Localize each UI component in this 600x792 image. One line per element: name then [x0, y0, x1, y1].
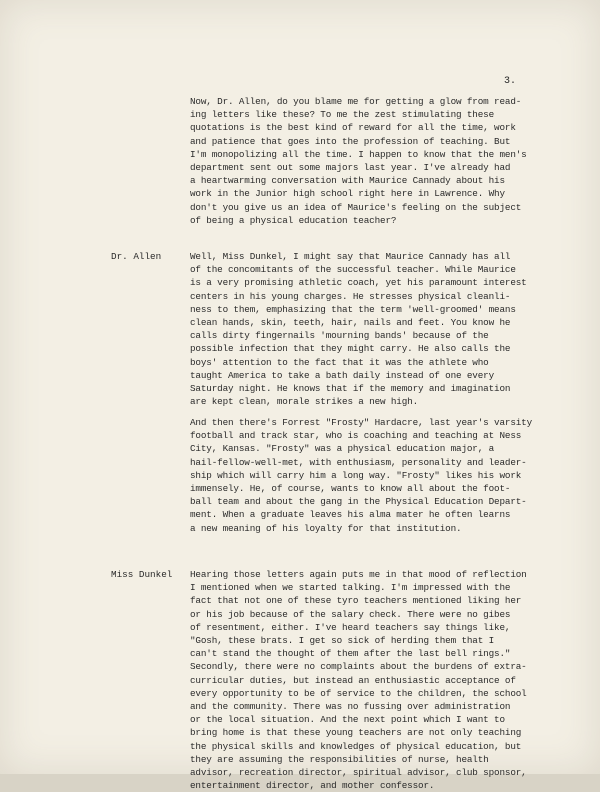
text-line: Now, Dr. Allen, do you blame me for getting a glow from read- — [190, 96, 522, 107]
speaker-label: Miss Dunkel — [111, 569, 173, 580]
text-line: they are assuming the responsibilities of nurse, health — [190, 753, 489, 765]
text-line: football and track star, who is coaching and teaching at Ness — [190, 430, 522, 442]
text-line: ball team and about the gang in the Physical Education Depart- — [190, 496, 527, 508]
text-line: bring home is that these young teachers are not only teaching — [190, 727, 522, 739]
text-line: of the concomitants of the successful teacher. While Maurice — [190, 264, 516, 276]
text-line: ment. When a graduate leaves his alma mater he often learns — [190, 509, 511, 521]
text-line: are kept clean, morale strikes a new high. — [190, 396, 419, 408]
text-line: I'm monopolizing all the time. I happen to know that the men's — [190, 148, 527, 160]
text-line: centers in his young charges. He stresses physical cleanli- — [190, 290, 511, 302]
text-line: immensely. He, of course, wants to know all about the foot- — [190, 483, 511, 495]
text-line: every opportunity to be of service to the children, the school — [190, 687, 527, 699]
text-line: ness to them, emphasizing that the term 'well-groomed' means — [190, 303, 516, 315]
text-line: department sent out some majors last year. I've already had — [190, 162, 511, 174]
text-line: Saturday night. He knows that if the memory and imagination — [190, 383, 511, 395]
text-line: boys' attention to the fact that it was the athlete who — [190, 356, 489, 368]
text-line: of resentment, either. I've heard teachers say things like, — [190, 621, 511, 633]
text-line: City, Kansas. "Frosty" was a physical education major, a — [190, 443, 495, 455]
text-line: curricular duties, but instead an enthusiastic acceptance of — [190, 674, 516, 686]
text-line: taught America to take a bath daily instead of one every — [190, 369, 495, 381]
text-line: fact that not one of these tyro teachers mentioned liking her — [190, 595, 522, 607]
text-line: and patience that goes into the profession of teaching. But — [190, 135, 511, 147]
text-line: entertainment director, and mother confessor. — [190, 780, 435, 792]
text-line: a heartwarming conversation with Maurice Cannady about his — [190, 175, 505, 187]
text-line: clean hands, skin, teeth, hair, nails and feet. You know he — [190, 317, 511, 329]
text-line: "Gosh, these brats. I get so sick of herding them that I — [190, 635, 495, 647]
text-line: the physical skills and knowledges of physical education, but — [190, 740, 522, 752]
text-line: of being a physical education teacher? — [190, 214, 397, 226]
text-line: ship which will carry him a long way. "Frosty" likes his work — [190, 469, 522, 481]
text-line: can't stand the thought of them after the last bell rings." — [190, 648, 511, 660]
text-line: a new meaning of his loyalty for that institution. — [190, 522, 462, 534]
text-line: or his job because of the salary check. There were no gibes — [190, 608, 511, 620]
text-line: Hearing those letters again puts me in that mood of reflection — [190, 569, 527, 580]
text-line: possible infection that they might carry. He also calls the — [190, 343, 511, 355]
text-line: quotations is the best kind of reward for all the time, work — [190, 122, 516, 134]
text-line: Secondly, there were no complaints about the burdens of extra- — [190, 661, 527, 673]
text-line: advisor, recreation director, spiritual advisor, club sponsor, — [190, 767, 527, 779]
text-line: I mentioned when we started talking. I'm impressed with the — [190, 582, 511, 594]
text-line: and the community. There was no fussing over administration — [190, 701, 511, 713]
text-line: And then there's Forrest "Frosty" Hardacre, last year's varsity — [190, 417, 533, 428]
text-line: is a very promising athletic coach, yet his paramount interest — [190, 277, 527, 289]
paragraph-dr-allen — [190, 250, 530, 408]
speaker-label: Dr. Allen — [111, 251, 162, 262]
text-line: calls dirty fingernails 'mourning bands' because of the — [190, 330, 489, 342]
paragraph-frosty — [190, 416, 533, 535]
text-line: or the local situation. And the next point which I want to — [190, 714, 505, 726]
paragraph-intro — [190, 95, 530, 227]
paragraph-miss-dunkel — [190, 568, 530, 792]
text-line: Well, Miss Dunkel, I might say that Maurice Cannady has all — [190, 251, 511, 262]
text-line: don't you give us an idea of Maurice's feeling on the subject — [190, 201, 522, 213]
text-line: ing letters like these? To me the zest stimulating these — [190, 109, 495, 121]
text-line: hail-fellow-well-met, with enthusiasm, personality and leader- — [190, 456, 527, 468]
page-number: 3. — [504, 76, 517, 87]
text-line: work in the Junior high school right here in Lawrence. Why — [190, 188, 505, 200]
